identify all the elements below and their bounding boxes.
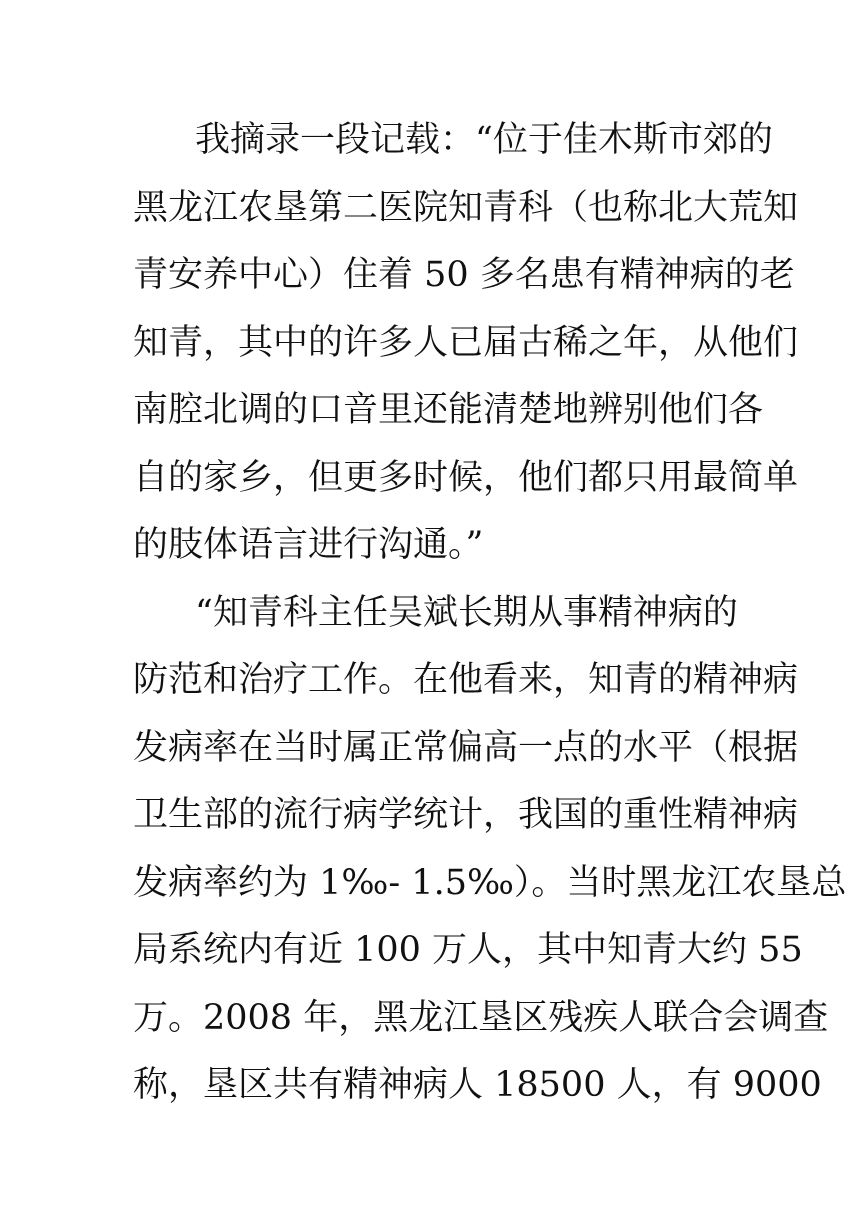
paragraph-2-line-2: 防范和治疗工作。在他看来，知青的精神病	[133, 660, 799, 700]
paragraph-2-line-1: “知青科主任吴斌长期从事精神病的	[195, 593, 738, 633]
paragraph-2-line-5: 发病率约为 1‰- 1.5‰）。当时黑龙江农垦总	[133, 863, 847, 903]
paragraph-1-line-5: 南腔北调的口音里还能清楚地辨别他们各	[133, 390, 764, 430]
paragraph-2-line-6: 局系统内有近 100 万人，其中知青大约 55	[133, 930, 803, 970]
paragraph-1-line-2: 黑龙江农垦第二医院知青科（也称北大荒知	[133, 188, 799, 228]
paragraph-2-line-4: 卫生部的流行病学统计，我国的重性精神病	[133, 795, 799, 835]
paragraph-1-line-4: 知青，其中的许多人已届古稀之年，从他们	[133, 323, 799, 363]
paragraph-2-line-7: 万。2008 年，黑龙江垦区残疾人联合会调查	[133, 998, 829, 1038]
paragraph-2-line-3: 发病率在当时属正常偏高一点的水平（根据	[133, 728, 799, 768]
paragraph-1-line-1: 我摘录一段记载：“位于佳木斯市郊的	[195, 120, 773, 160]
paragraph-2-line-8: 称，垦区共有精神病人 18500 人，有 9000	[133, 1065, 822, 1105]
paragraph-1-line-7: 的肢体语言进行沟通。”	[133, 525, 484, 565]
paragraph-1-line-3: 青安养中心）住着 50 多名患有精神病的老	[133, 255, 795, 295]
paragraph-1-line-6: 自的家乡，但更多时候，他们都只用最简单	[133, 458, 799, 498]
